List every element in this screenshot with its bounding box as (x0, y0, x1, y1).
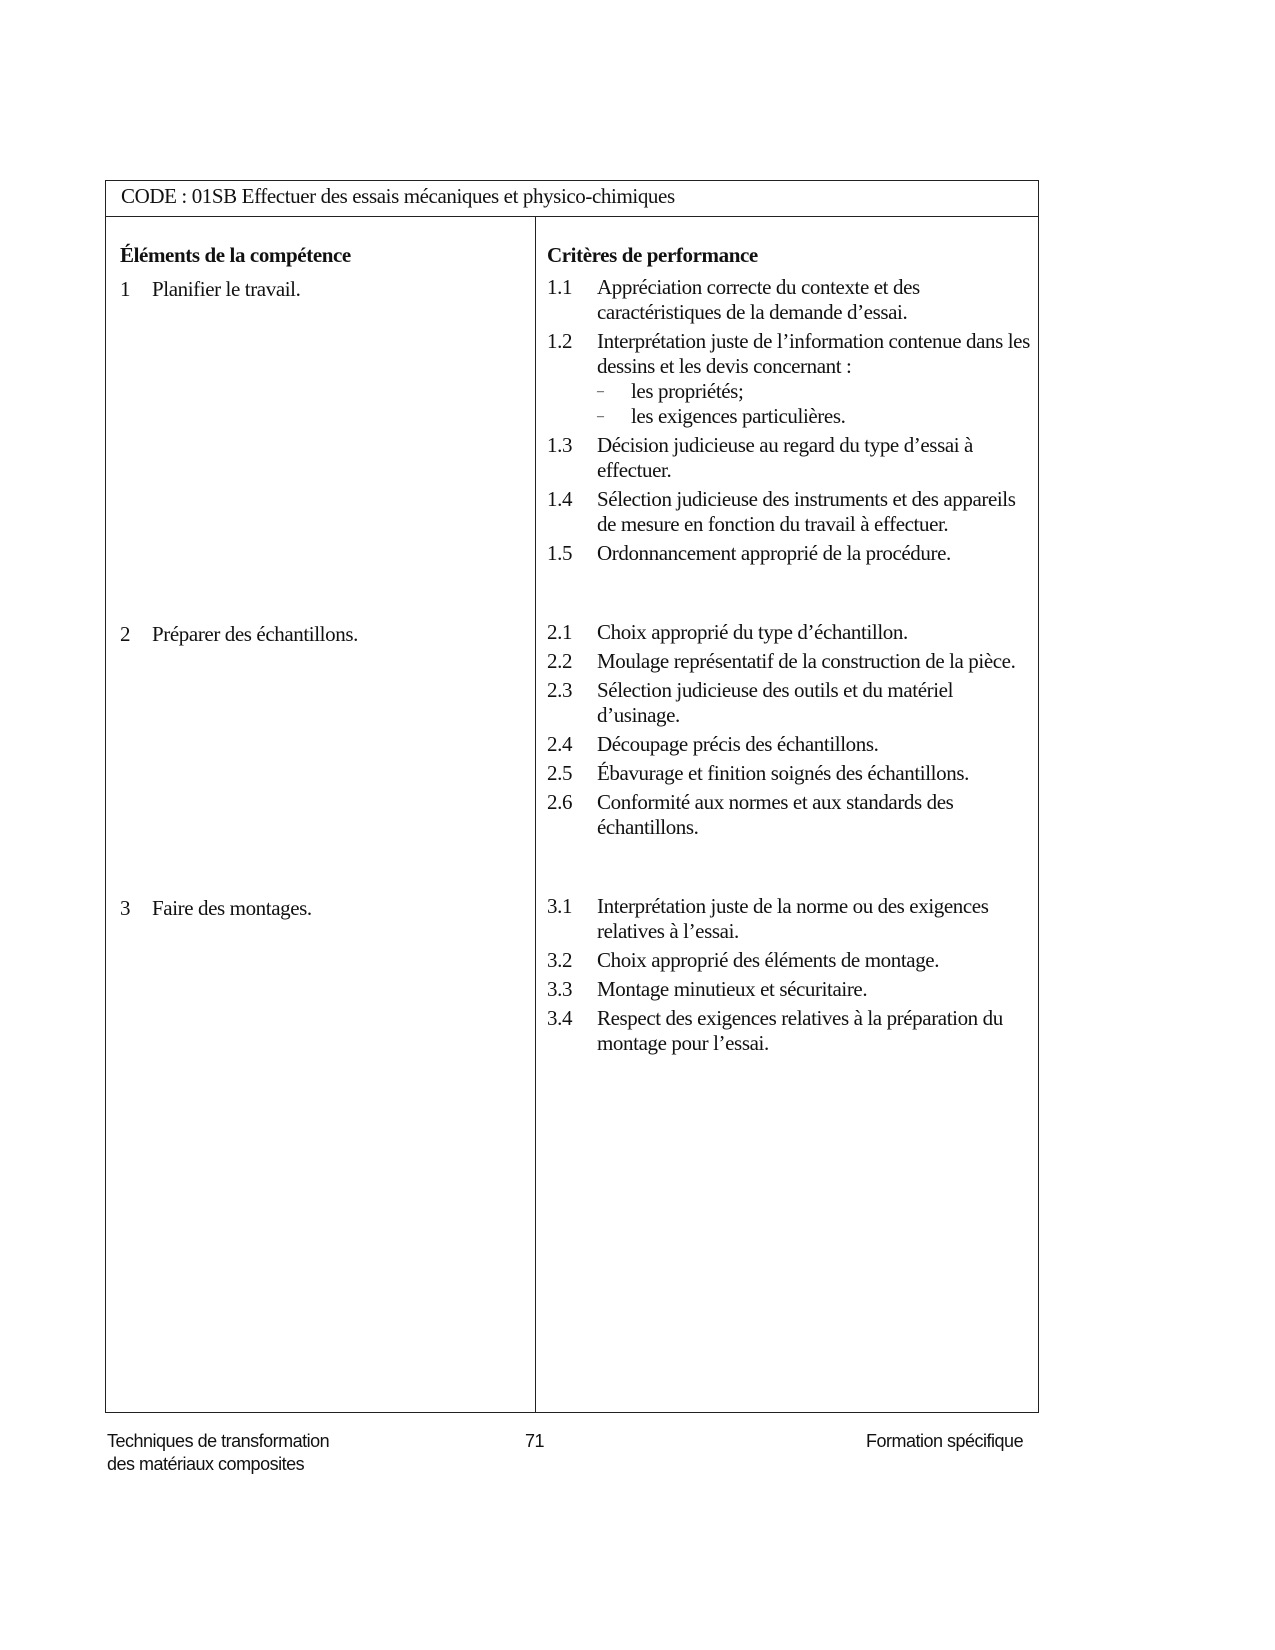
criteria-list (547, 275, 1071, 570)
criterion-text: Ordonnancement approprié de la procédure. (597, 541, 951, 565)
criterion-item (547, 732, 1037, 757)
footer-title-line2: des matériaux composites (107, 1454, 305, 1474)
criterion-item (547, 541, 1071, 566)
element-number: 3 (120, 896, 131, 920)
criterion-item (547, 790, 1037, 840)
column-divider (535, 217, 536, 1412)
elements-heading: Éléments de la compétence (120, 243, 351, 267)
criterion-text: Conformité aux normes et aux standards des échantillons. (597, 790, 954, 839)
code-header (106, 181, 1038, 217)
criteria-heading: Critères de performance (547, 243, 758, 267)
criterion-text: Découpage précis des échantillons. (597, 732, 879, 756)
criterion-number: 3.1 (547, 894, 573, 918)
criterion-number: 3.3 (547, 977, 573, 1001)
criterion-text: Montage minutieux et sécuritaire. (597, 977, 868, 1001)
criterion-item (547, 620, 1037, 645)
criterion-text: Ébavurage et finition soignés des échantillons. (597, 761, 969, 785)
criterion-subitem (597, 379, 1071, 404)
footer-section: Formation spécifique (866, 1431, 1024, 1451)
criterion-item (547, 433, 1071, 483)
criterion-text: Sélection judicieuse des instruments et des appareils de mesure en fonction du travail à effectuer. (597, 487, 1016, 536)
criterion-text: Décision judicieuse au regard du type d’essai à effectuer. (597, 433, 973, 482)
criterion-item (547, 948, 1037, 973)
criterion-number: 2.3 (547, 678, 573, 702)
criterion-number: 1.1 (547, 275, 573, 299)
criterion-item (547, 678, 1037, 728)
code-title: CODE : 01SB Effectuer des essais mécaniques et physico-chimiques (121, 184, 675, 208)
criterion-item (547, 329, 1071, 429)
element-number: 2 (120, 622, 131, 646)
page-number: 71 (525, 1431, 545, 1451)
criteria-list (547, 894, 1037, 1060)
subitem-text: les propriétés; (631, 379, 744, 403)
criterion-number: 3.4 (547, 1006, 573, 1030)
criterion-number: 2.4 (547, 732, 573, 756)
criterion-text: Appréciation correcte du contexte et des caractéristiques de la demande d’essai. (597, 275, 920, 324)
criterion-number: 1.3 (547, 433, 573, 457)
criterion-text: Sélection judicieuse des outils et du matériel d’usinage. (597, 678, 954, 727)
footer-title (107, 1430, 329, 1476)
criterion-number: 1.5 (547, 541, 573, 565)
criterion-text: Choix approprié des éléments de montage. (597, 948, 940, 972)
element-text: Préparer des échantillons. (152, 622, 358, 646)
criterion-number: 1.4 (547, 487, 573, 511)
criterion-number: 3.2 (547, 948, 573, 972)
element-text: Planifier le travail. (152, 277, 301, 301)
criterion-text: Interprétation juste de l’information contenue dans les dessins et les devis concernant : (597, 329, 1030, 378)
element-text: Faire des montages. (152, 896, 312, 920)
criterion-number: 2.5 (547, 761, 573, 785)
criterion-text: Choix approprié du type d’échantillon. (597, 620, 908, 644)
criterion-item (547, 894, 1037, 944)
footer-title-line1: Techniques de transformation (107, 1431, 330, 1451)
criterion-text: Respect des exigences relatives à la préparation du montage pour l’essai. (597, 1006, 1003, 1055)
dash-bullet: – (597, 384, 604, 399)
criterion-item (547, 649, 1037, 674)
criterion-item (547, 1006, 1037, 1056)
criterion-number: 2.2 (547, 649, 573, 673)
element-number: 1 (120, 277, 131, 301)
criterion-text: Moulage représentatif de la construction de la pièce. (597, 649, 1016, 673)
criterion-item (547, 761, 1037, 786)
criterion-item (547, 275, 1071, 325)
criterion-item (547, 487, 1071, 537)
competency-table (105, 180, 1039, 1413)
criteria-list (547, 620, 1037, 844)
subitem-text: les exigences particulières. (631, 404, 846, 428)
criterion-item (547, 977, 1037, 1002)
criterion-number: 1.2 (547, 329, 573, 353)
criterion-number: 2.6 (547, 790, 573, 814)
criterion-number: 2.1 (547, 620, 573, 644)
dash-bullet: – (597, 409, 604, 424)
criterion-text: Interprétation juste de la norme ou des exigences relatives à l’essai. (597, 894, 989, 943)
criterion-subitem (597, 404, 1071, 429)
